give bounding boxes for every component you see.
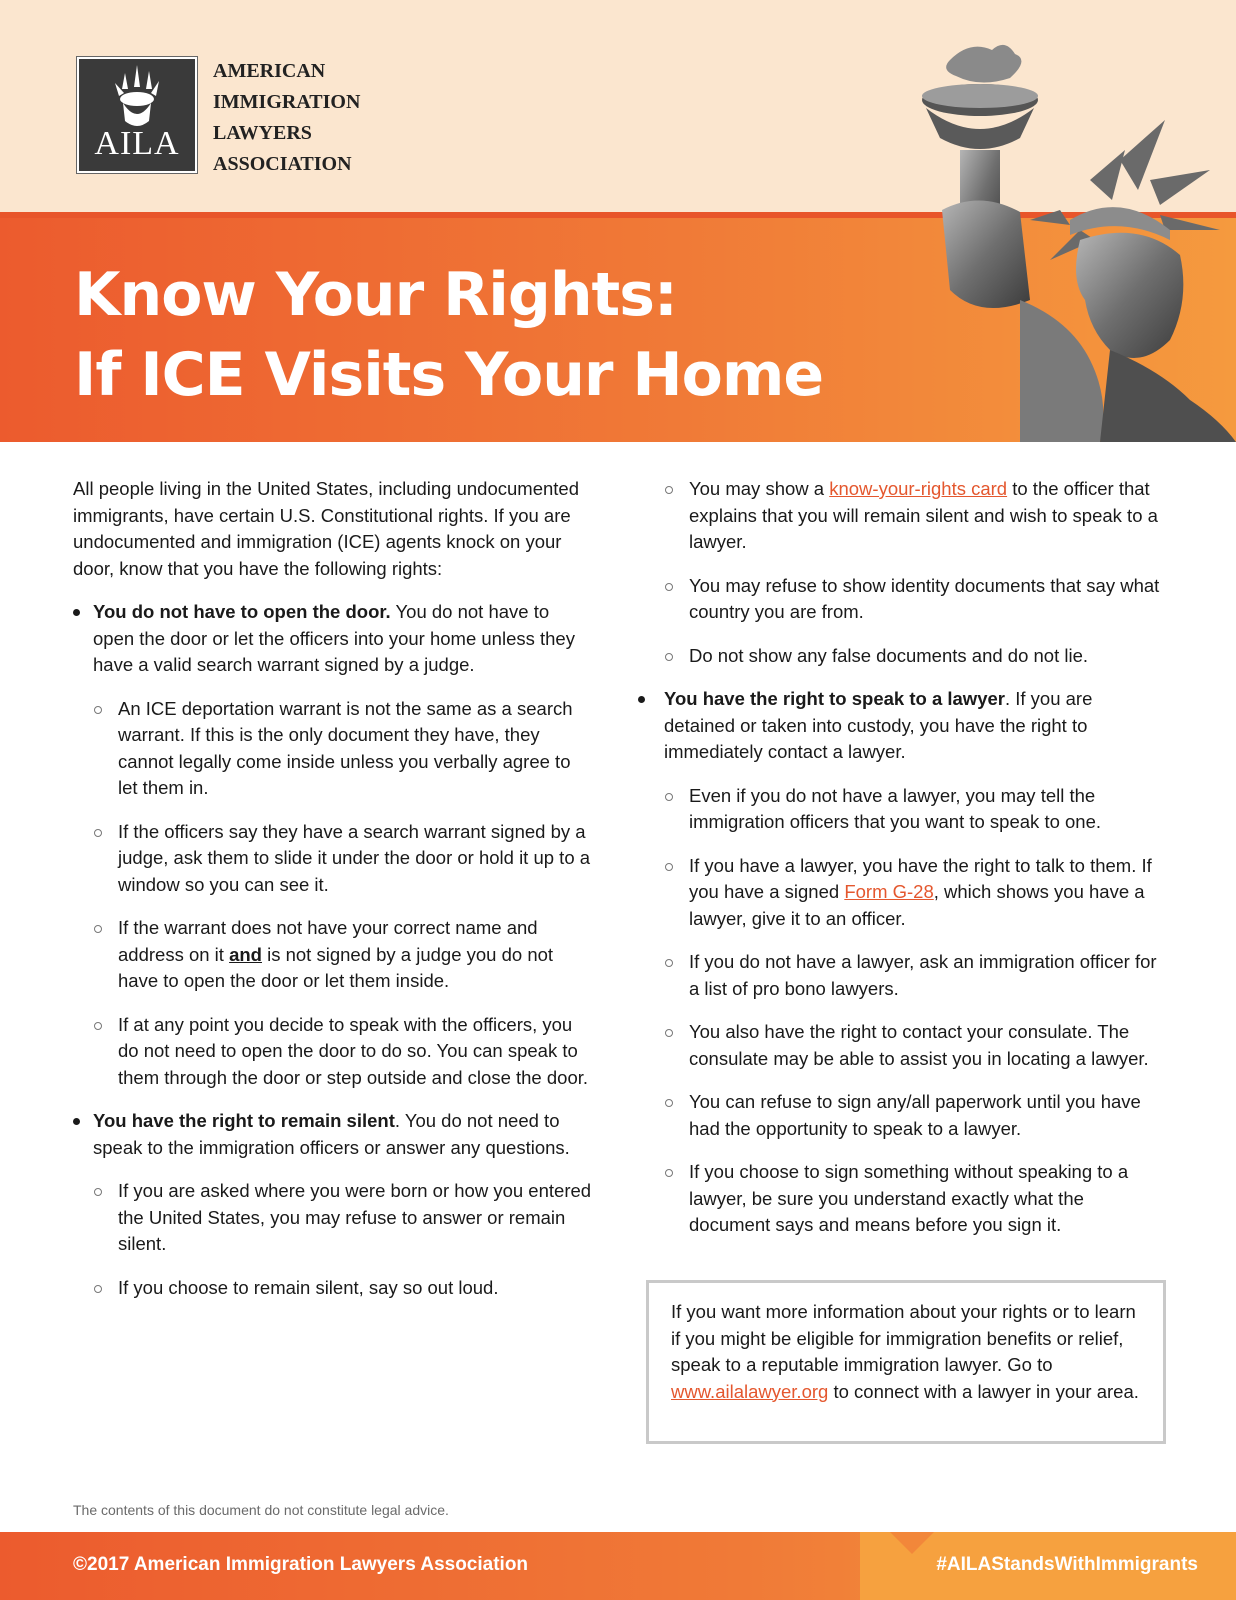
org-line: IMMIGRATION xyxy=(213,91,361,113)
ailalawyer-link[interactable]: www.ailalawyer.org xyxy=(671,1380,829,1402)
statue-of-liberty-image xyxy=(920,40,1236,442)
org-line: ASSOCIATION xyxy=(213,153,352,175)
bullet-text: You do not have to open the door or let the officers into your home unless they have a valid search warrant signed by a judge. xyxy=(93,601,575,675)
sub-item-tell-officers: Even if you do not have a lawyer, you may tell the immigration officers that you want to speak to one. xyxy=(636,783,1166,836)
sub-item-pro-bono: If you do not have a lawyer, ask an immigration officer for a list of pro bono lawyers. xyxy=(636,949,1166,1002)
footer-band xyxy=(0,1532,1236,1600)
left-column xyxy=(73,476,593,1318)
emphasis-and: and xyxy=(229,943,262,965)
sub-item-choose-sign: If you choose to sign something without speaking to a lawyer, be sure you understand exactly what the document says and means before you sign it. xyxy=(636,1159,1166,1239)
sub-item-identity-documents: You may refuse to show identity documents that say what country you are from. xyxy=(636,573,1166,626)
sub-item-text: You may show a xyxy=(689,478,830,499)
sub-item-text: If you have a lawyer, you have the right to talk to them. If you have a signed xyxy=(689,854,1152,902)
sub-item-rights-card xyxy=(636,476,1166,556)
bullet-text: . You do not need to speak to the immigration officers or answer any questions. xyxy=(93,1110,570,1158)
info-text: If you want more information about your rights or to learn if you might be eligible for immigration benefits or relief, speak to a reputable immigration lawyer. Go to xyxy=(671,1301,1136,1375)
intro-paragraph: All people living in the United States, including undocumented immigrants, have certain U.S. Constitutional rights. If you are undocumented and immigration (ICE) agents knock on your door, know that you have the following rights: xyxy=(73,478,579,579)
title-line-2: If ICE Visits Your Home xyxy=(74,340,824,410)
sub-item-false-documents: Do not show any false documents and do not lie. xyxy=(636,643,1166,670)
sub-item-text: If the warrant does not have your correct name and address on it xyxy=(118,917,538,965)
sub-item-deportation-warrant: An ICE deportation warrant is not the same as a search warrant. If this is the only document they have, they cannot legally come inside unless you verbally agree to let them in. xyxy=(73,696,593,802)
info-text: to connect with a lawyer in your area. xyxy=(828,1380,1139,1402)
org-line: AMERICAN xyxy=(213,60,326,82)
sub-item-refuse-sign: You can refuse to sign any/all paperwork until you have had the opportunity to speak to a lawyer. xyxy=(636,1089,1166,1142)
sub-item-where-born: If you are asked where you were born or how you entered the United States, you may refuse to answer or remain silent. xyxy=(73,1178,593,1258)
logo-text: AILA xyxy=(94,125,180,162)
aila-logo xyxy=(77,57,197,173)
sub-item-speak-through-door: If at any point you decide to speak with the officers, you do not need to open the door to do so. You can speak to them through the door or step outside and close the door. xyxy=(73,1012,593,1092)
right-bullet-open-door xyxy=(73,599,593,679)
sub-item-form-g28 xyxy=(636,853,1166,933)
bullet-lead: You do not have to open the door. xyxy=(93,601,391,622)
right-bullet-lawyer xyxy=(636,686,1166,766)
page-title xyxy=(74,255,823,415)
sub-item-warrant-details xyxy=(73,915,593,995)
sub-item-search-warrant: If the officers say they have a search warrant signed by a judge, ask them to slide it under the door or hold it up to a window so you can see it. xyxy=(73,819,593,899)
footer-hashtag: #AILAStandsWithImmigrants xyxy=(936,1554,1198,1575)
footer-copyright: ©2017 American Immigration Lawyers Association xyxy=(73,1554,529,1575)
sub-item-text: is not signed by a judge you do not have to open the door or let them inside. xyxy=(118,943,554,991)
info-box xyxy=(646,1280,1166,1444)
disclaimer: The contents of this document do not constitute legal advice. xyxy=(73,1502,449,1518)
org-line: LAWYERS xyxy=(213,122,312,144)
right-column xyxy=(636,476,1166,1256)
organization-name xyxy=(213,56,360,180)
sub-item-consulate: You also have the right to contact your consulate. The consulate may be able to assist you in locating a lawyer. xyxy=(636,1019,1166,1072)
form-g28-link[interactable]: Form G-28 xyxy=(844,881,934,902)
title-line-1: Know Your Rights: xyxy=(74,260,677,330)
bullet-text: . If you are detained or taken into custody, you have the right to immediately contact a lawyer. xyxy=(664,688,1093,762)
right-bullet-remain-silent xyxy=(73,1108,593,1161)
sub-item-text: , which shows you have a lawyer, give it to an officer. xyxy=(689,881,1145,929)
bullet-lead: You have the right to speak to a lawyer xyxy=(664,688,1005,709)
bullet-lead: You have the right to remain silent xyxy=(93,1110,395,1131)
sub-item-say-out-loud: If you choose to remain silent, say so out loud. xyxy=(73,1275,593,1302)
sub-item-text: to the officer that explains that you will remain silent and wish to speak to a lawyer. xyxy=(689,478,1158,552)
know-your-rights-card-link[interactable]: know-your-rights card xyxy=(829,478,1008,499)
